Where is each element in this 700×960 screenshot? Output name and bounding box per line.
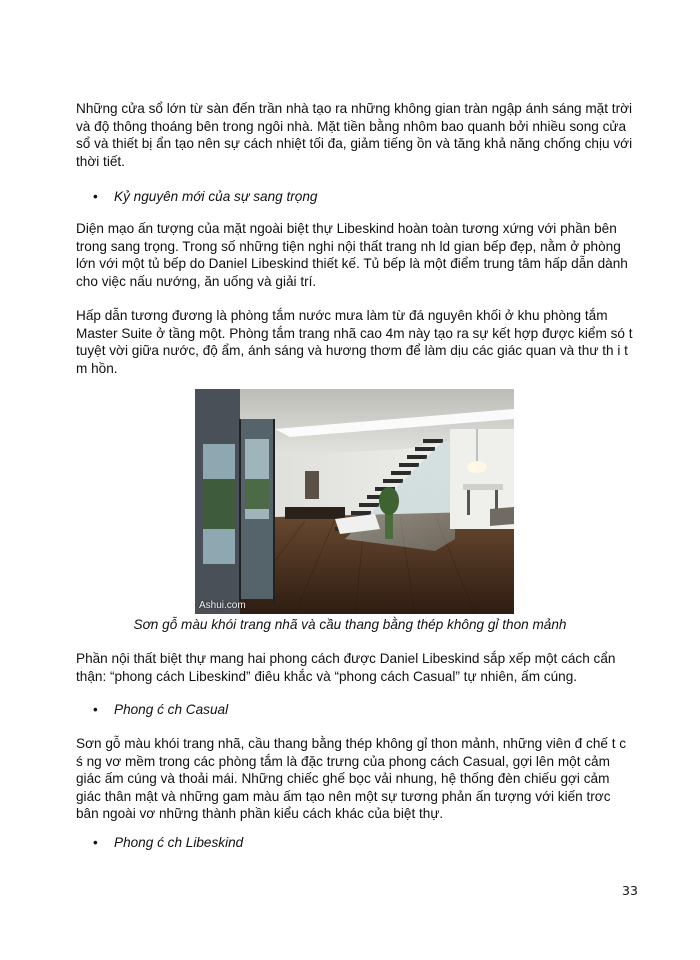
bullet-libeskind-style-label: Phong ć ch Libeskind [114, 835, 244, 850]
interior-photo [195, 389, 514, 614]
bullet-casual-style [93, 701, 228, 718]
paragraph-exterior: Diện mạo ấn tượng của mặt ngoài biệt thự Libeskind hoàn toàn tương xứng với phần bên trong sang trọng. Trong số những tiện nghi nội thất trang nh ld gian bếp đẹp, nằm ở phòng lớn với một tủ bếp do Daniel Libeskind thiết kế. Tủ bếp là một điểm trung tâm hấp dẫn dành cho việc nấu nướng, ăn uống và giải trí. [76, 221, 628, 289]
bullet-casual-style-label: Phong ć ch Casual [114, 702, 229, 717]
bullet-new-era [93, 188, 317, 205]
paragraph-bathroom: Hấp dẫn tương đương là phòng tắm nước mưa làm từ đá nguyên khối ở khu phòng tắm Master Suite ở tầng một. Phòng tắm trang nhã cao 4m này tạo ra sự kết hợp được kiểm só t tuyệt vời giữa nước, độ ẩm, ánh sáng và hương thơm để làm dịu các giác quan và thư th i t m hồn. [76, 308, 633, 376]
bullet-libeskind-style [93, 834, 243, 851]
page-number: 33 [622, 883, 638, 898]
bullet-dot: • [93, 835, 98, 850]
bullet-dot: • [93, 702, 98, 717]
paragraph-casual: Sơn gỗ màu khói trang nhã, cầu thang bằng thép không gỉ thon mảnh, những viên đ chế t c ś ng vơ mềm trong các phòng tắm là đặc trưng của phong cách Casual, gợi lên một cảm giác ấm cúng và thoải mái. Những chiếc ghế bọc vải nhung, hệ thống đèn chiếu gợi cảm giác thân mật và những gam màu ấm tạo nên một sự tương phản ấn tượng với kiến trơc bân ngoài vơ những thành phần kiểu cách khác của biệt thự. [76, 736, 627, 821]
bullet-dot: • [93, 189, 98, 204]
photo-watermark: Ashui.com [199, 600, 246, 611]
figure-caption: Sơn gỗ màu khói trang nhã và cầu thang bằng thép không gỉ thon mảnh [133, 617, 567, 632]
interior-illustration [195, 389, 514, 614]
paragraph-windows: Những cửa sổ lớn từ sàn đến trần nhà tạo ra những không gian tràn ngập ánh sáng mặt trời và độ thông thoáng bên trong ngôi nhà. Mặt tiền bằng nhôm bao quanh bởi nhiều song cửa sổ và thiết bị ẩn tạo nên sự cách nhiệt tối đa, giảm tiếng ồn và tăng khả năng chống chịu với thời tiết. [76, 101, 633, 169]
paragraph-two-styles: Phần nội thất biệt thự mang hai phong cách được Daniel Libeskind sắp xếp một cách cẩn thận: “phong cách Libeskind” điêu khắc và “phong cách Casual” tự nhiên, ấm cúng. [76, 651, 616, 684]
bullet-new-era-label: Kỷ nguyên mới của sự sang trọng [114, 189, 318, 204]
